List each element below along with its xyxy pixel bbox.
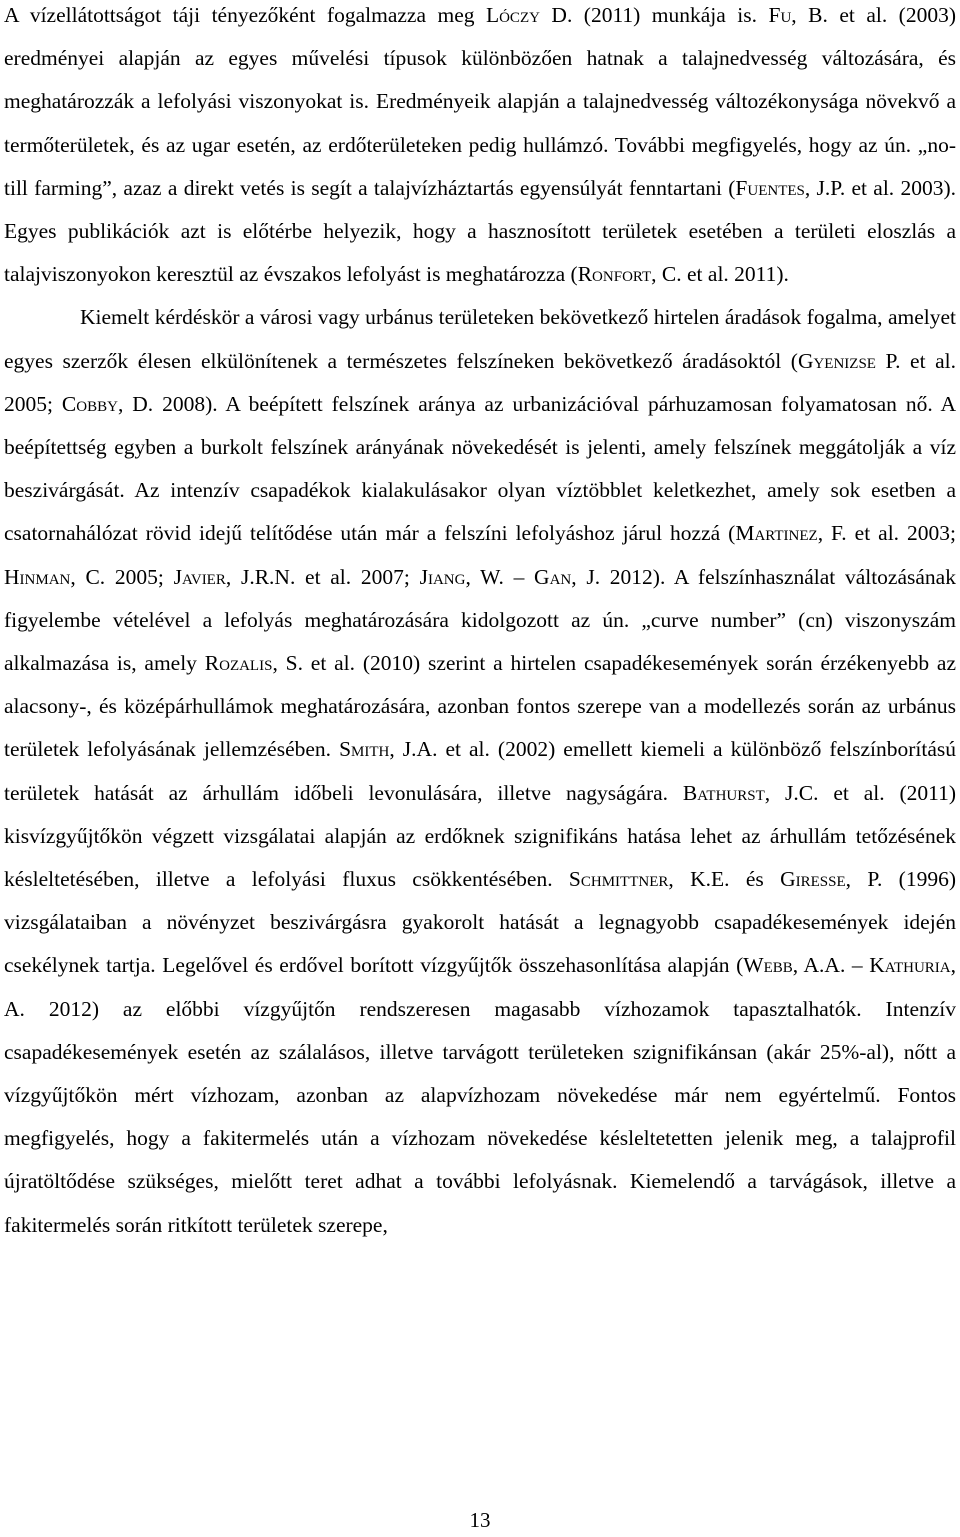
body-text xyxy=(4,0,956,1247)
paragraph-2: Kiemelt kérdéskör a városi vagy urbánus területeken bekövetkező hirtelen áradások fogalma, amelyet egyes szerzők élesen elkülönítenek a természetes felszíneken bekövetkező áradásoktól (Gyenizse P. et al. 2005; Cobby, D. 2008). A beépített felszínek aránya az urbanizációval párhuzamosan folyamatosan nő. A beépítettség egyben a burkolt felszínek arányának növekedését is jelenti, amely felszínek meggátolják a víz beszivárgását. Az intenzív csapadékok kialakulásakor olyan víztöbblet keletkezhet, amely sok esetben a csatornahálózat rövid idejű telítődése után már a felszíni lefolyáshoz járul hozzá (Martinez, F. et al. 2003; Hinman, C. 2005; Javier, J.R.N. et al. 2007; Jiang, W. – Gan, J. 2012). A felszínhasználat változásának figyelembe vételével a lefolyás meghatározására kidolgozott az ún. „curve number” (cn) viszonyszám alkalmazása is, amely Rozalis, S. et al. (2010) szerint a hirtelen csapadékesemények során érzékenyebb az alacsony-, és középárhullámok meghatározására, azonban fontos szerepe van a modellezés során az urbánus területek lefolyásának jellemzésében. Smith, J.A. et al. (2002) emellett kiemeli a különböző felszínborítású területek hatását az árhullám időbeli levonulására, illetve nagyságára. Bathurst, J.C. et al. (2011) kisvízgyűjtőkön végzett vizsgálatai alapján az erdőknek szignifikáns hatása lehet az árhullám tetőzésének késleltetésében, illetve a lefolyási fluxus csökkentésében. Schmittner, K.E. és Giresse, P. (1996) vizsgálataiban a növényzet beszivárgásra gyakorolt hatását a legnagyobb csapadékesemények idején csekélynek tartja. Legelővel és erdővel borított vízgyűjtők összehasonlítása alapján (Webb, A.A. – Kathuria, A. 2012) az előbbi vízgyűjtőn rendszeresen magasabb vízhozamok tapasztalhatók. Intenzív csapadékesemények esetén az szálalásos, illetve tarvágott területeken szignifikánsan (akár 25%-al), nőtt a vízgyűjtőkön mért vízhozam, azonban az alapvízhozam növekedése már nem egyértelmű. Fontos megfigyelés, hogy a fakitermelés után a vízhozam növekedése késleltetetten jelenik meg, a talajprofil újratöltődése szükséges, mielőtt teret adhat a további lefolyásnak. Kiemelendő a tarvágások, illetve a fakitermelés során ritkított területek szerepe, xyxy=(4,305,957,1237)
author-name: Lóczy xyxy=(485,3,540,27)
author-name: Ronfort xyxy=(577,262,652,287)
author-name: Martinez xyxy=(735,521,818,546)
author-name: Hinman xyxy=(4,564,71,589)
author-name: Rozalis xyxy=(204,651,273,676)
author-name: Fu xyxy=(768,3,792,27)
author-name: Kathuria xyxy=(869,953,951,978)
author-name: Cobby xyxy=(61,391,118,416)
author-name: Fuentes xyxy=(735,175,805,200)
author-name: Gan xyxy=(534,564,572,589)
paragraph-1: A vízellátottságot táji tényezőként fogalmazza meg Lóczy D. (2011) munkája is. Fu, B. et al. (2003) eredményei alapján az egyes művelési típusok különbözően hatnak a talajnedvesség változására, és meghatározzák a lefolyási viszonyokat is. Eredményeik alapján a talajnedvesség változékonysága növekvő a termőterületek, és az ugar esetén, az erdőterületeken pedig hullámzó. További megfigyelés, hogy az ún. „no-till farming”, azaz a direkt vetés is segít a talajvízháztartás egyensúlyát fenntartani (Fuentes, J.P. et al. 2003). Egyes publikációk azt is előtérbe helyezik, hogy a hasznosított területek esetében a területi eloszlás a talajviszonyokon keresztül az évszakos lefolyást is meghatározza (Ronfort, C. et al. 2011). xyxy=(4,3,956,287)
page-number: 13 xyxy=(469,1508,491,1532)
author-name: Giresse xyxy=(780,867,846,892)
author-name: Javier xyxy=(173,564,226,589)
author-name: Jiang xyxy=(419,564,466,589)
author-name: Webb xyxy=(743,953,793,978)
author-name: Bathurst xyxy=(682,780,765,805)
author-name: Gyenizse xyxy=(797,348,876,373)
author-name: Schmittner xyxy=(568,867,669,892)
author-name: Smith xyxy=(339,737,390,762)
